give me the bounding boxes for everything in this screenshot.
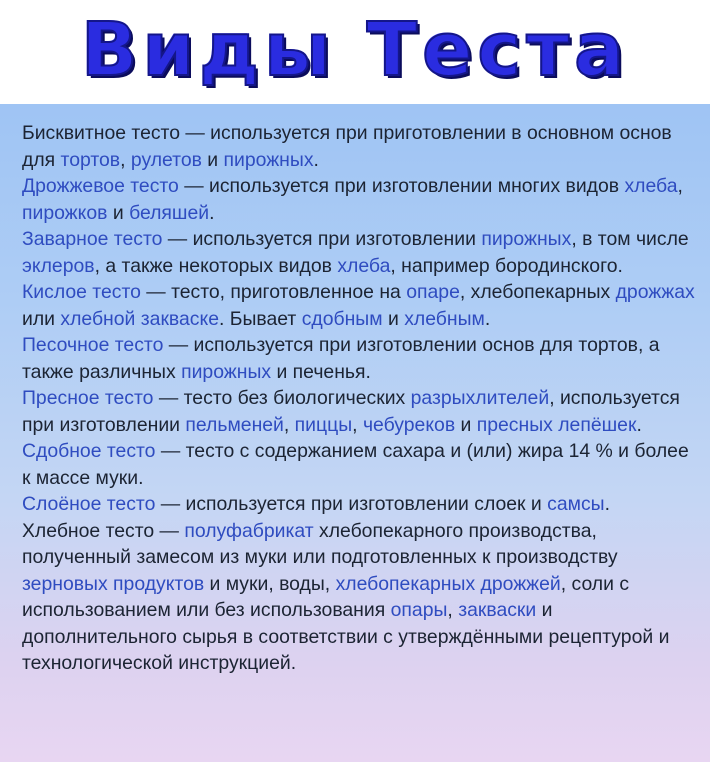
- page-title: Виды Теста: [80, 7, 630, 93]
- entry-text: и: [107, 201, 130, 224]
- wiki-link[interactable]: опары: [390, 599, 448, 621]
- wiki-link[interactable]: Кислое тесто: [22, 281, 141, 303]
- wiki-link[interactable]: хлеба: [337, 254, 391, 277]
- header: [0, 0, 710, 104]
- wiki-link[interactable]: пирожных: [481, 228, 572, 250]
- wiki-link[interactable]: полуфабрикат: [184, 519, 314, 542]
- wiki-link[interactable]: Пресное тесто: [22, 387, 154, 409]
- wiki-link[interactable]: пирожных: [223, 148, 314, 171]
- entry-text: , в том числе: [571, 228, 695, 250]
- wiki-link[interactable]: пирожков: [22, 201, 108, 224]
- dough-type-entry: [22, 226, 702, 279]
- entry-text: , хлебопекарных: [459, 281, 616, 303]
- wiki-link[interactable]: чебуреков: [362, 413, 456, 436]
- entry-text: ,: [352, 413, 363, 436]
- wiki-link[interactable]: хлебным: [404, 307, 485, 330]
- entry-text: , соли с использованием или без использования: [22, 572, 635, 621]
- wiki-link[interactable]: Заварное тесто: [22, 228, 163, 250]
- wiki-link[interactable]: хлеба: [624, 175, 678, 197]
- entry-text: , используется при изготовлении: [22, 387, 686, 436]
- wiki-link[interactable]: разрыхлителей: [410, 387, 550, 409]
- entry-text: Хлебное тесто —: [22, 519, 185, 542]
- wiki-link[interactable]: опаре: [406, 281, 460, 303]
- entry-text: — тесто без биологических: [153, 387, 411, 409]
- entry-text: и печенья.: [271, 360, 371, 383]
- dough-type-entry: [22, 279, 702, 332]
- entry-text: хлебопекарного производства, полученный замесом из муки или подготовленных к производству: [22, 519, 623, 568]
- dough-type-entry: [22, 332, 702, 385]
- dough-type-entry: [22, 173, 702, 226]
- dough-types-list: [22, 120, 702, 677]
- entry-text: — используется при изготовлении основ для тортов, а также различных: [22, 334, 665, 383]
- dough-type-entry: [22, 120, 702, 173]
- wiki-link[interactable]: Слоёное тесто: [22, 493, 156, 515]
- wiki-link[interactable]: самсы: [547, 493, 605, 515]
- dough-type-entry: [22, 518, 702, 677]
- entry-text: , а также некоторых видов: [94, 254, 338, 277]
- wiki-link[interactable]: пирожных: [181, 360, 272, 383]
- wiki-link[interactable]: закваски: [458, 599, 537, 621]
- wiki-link[interactable]: беляшей: [129, 201, 210, 224]
- entry-text: и: [201, 148, 224, 171]
- entry-text: Бисквитное тесто — используется при приготовлении в основном основ для: [22, 122, 678, 171]
- entry-text: . Бывает: [218, 307, 302, 330]
- wiki-link[interactable]: дрожжах: [615, 281, 695, 303]
- dough-type-entry: [22, 438, 702, 491]
- wiki-link[interactable]: хлебопекарных дрожжей: [335, 572, 561, 595]
- wiki-link[interactable]: тортов: [60, 148, 121, 171]
- entry-text: .: [209, 201, 215, 224]
- entry-text: — используется при изготовлении слоек и: [155, 493, 548, 515]
- entry-text: — используется при изготовлении: [162, 228, 482, 250]
- entry-text: или: [22, 281, 701, 330]
- dough-type-entry: [22, 491, 702, 518]
- entry-text: — используется при изготовлении многих видов: [178, 175, 625, 197]
- content-panel: [0, 104, 710, 762]
- dough-type-entry: [22, 385, 702, 438]
- wiki-link[interactable]: рулетов: [130, 148, 202, 171]
- wiki-link[interactable]: зерновых продуктов: [22, 572, 205, 595]
- entry-text: и муки, воды,: [204, 572, 336, 595]
- wiki-link[interactable]: пиццы: [294, 413, 353, 436]
- entry-text: .: [313, 148, 319, 171]
- entry-text: .: [636, 413, 642, 436]
- entry-text: — тесто, приготовленное на: [140, 281, 407, 303]
- entry-text: ,: [120, 148, 131, 171]
- wiki-link[interactable]: Дрожжевое тесто: [22, 175, 179, 197]
- entry-text: и дополнительного сырья в соответствии с утверждёнными рецептурой и технологической инструкцией.: [22, 599, 675, 674]
- entry-text: ,: [677, 175, 689, 197]
- entry-text: .: [604, 493, 610, 515]
- entry-text: .: [484, 307, 491, 330]
- entry-text: ,: [283, 413, 295, 436]
- entry-text: и: [455, 413, 477, 436]
- wiki-link[interactable]: Песочное тесто: [22, 334, 164, 356]
- wiki-link[interactable]: пресных лепёшек: [476, 413, 637, 436]
- wiki-link[interactable]: Сдобное тесто: [22, 440, 156, 462]
- wiki-link[interactable]: эклеров: [22, 254, 95, 277]
- entry-text: и: [382, 307, 405, 330]
- wiki-link[interactable]: сдобным: [301, 307, 383, 330]
- wiki-link[interactable]: пельменей: [185, 413, 284, 436]
- entry-text: , например бородинского.: [390, 254, 623, 277]
- entry-text: — тесто с содержанием сахара и (или) жира 14 % и более к массе муки.: [22, 440, 695, 489]
- entry-text: ,: [447, 599, 459, 621]
- wiki-link[interactable]: хлебной закваске: [60, 307, 219, 330]
